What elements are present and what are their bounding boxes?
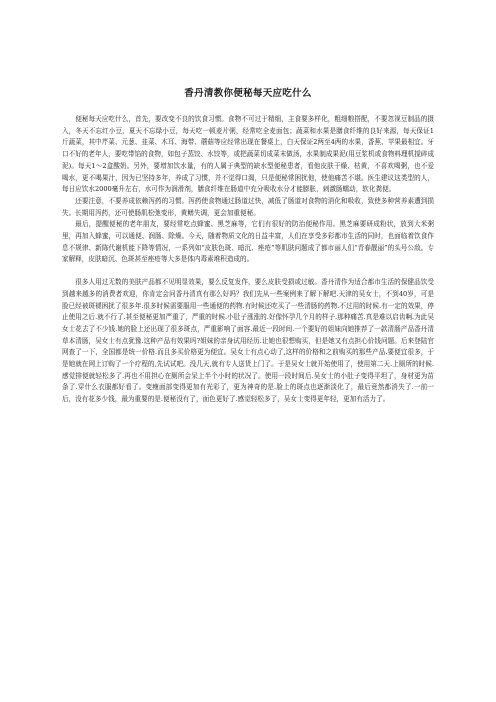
paragraph-laxative-warning: 还要注意，不要养成依赖泻药的习惯。泻药使食物通过肠道过快，减低了肠道对食物的消化和吸收，致使多种营养素遭到损失。长期用泻药，还可使肠肌松弛变形，黄鳝失调，更会加重便秘。	[62, 196, 434, 217]
document-title: 香丹清教你便秘每天应吃什么	[184, 88, 312, 99]
paragraph-honey-sesame: 最后，提醒便秘的老年朋友，要经常吃点蜂蜜、黑芝麻等，它们有很好的防治便秘作用。黑芝麻要研成粉状，放到大米粥里，再加入蜂蜜，可以通便、润肠、除燥。今天，随着物质文化的日益丰富，人们在享受多彩都市生活的同时，也面临着饮食作息不规律、新陈代谢机能下降等情况，一系列如“皮肤色斑、暗沉、痤疮”等肌肤问题成了都市丽人们“青春靓丽”的头号公敌。专家解释，皮肤暗沉、色斑甚至痤疮等大多是体内毒素堆积造成的。	[62, 220, 434, 264]
paragraph-diet-habits: 便秘每天应吃什么，首先，要改变不良的饮食习惯。食物不可过于精细，主食要多样化，粗细粮搭配，不要忽视豆制品的摄入，冬天不忘红小豆，夏天不忘绿小豆，每天吃一顿麦片粥，经常吃全麦面包；蔬菜和水果是膳食纤维的良好来源，每天保证1斤蔬菜，其中芹菜、元葱、韭菜、木耳、海带、蘑菇等应经常出现在餐桌上，白天保证2两至4两的水果，香蕉、苹果最相宜。牙口不好的老年人，要吃带馅的食物，如包子蒸饺、水饺等，或把蔬菜切成菜末做汤，水果制成果泥(用豆浆机或食物料理机搅碎成泥)。每天1～2盒酸奶。另外，要增加饮水量，有的人属于典型的缺水型便秘患者，看他皮肤干燥、枯黄，不喜欢喝粥，也不爱喝水，更不喝果汁，因为已坚持多年，养成了习惯，并不觉得口渴，只是便秘常困扰他，使他痛苦不堪。医生建议这类型的人，每日应饮水2000毫升左右，水可作为润滑剂，膳食纤维在肠道中充分吸收水分才能膨胀，刺激肠蠕动，软化粪便。	[62, 115, 434, 194]
paragraph-customer-case: 很多人用过无数的美肤产品都不见明显效果，要么反复发作，要么皮肤受损或过敏。香丹清作为适合都市生活的保健品饮受到越来越多的消费者欢迎，你肯定会问香丹清真有那么好吗？我们先从一些案例来了解下解吧.天津的吴女士，不到40岁，可是脸已经被斑褪困扰了很多年.很多时候需要服用一些通便的药物.有时候还吃买了一些清肠的药物.不过用的时候.有一定的效果，停止使用之后.就不行了.甚至便秘更加严重了，严重的时候.小肚子涨涨的.好像怀孕几个月的样子.那种痛苦.真是难以启齿啊.为此吴女士花去了不少钱.她的脸上还出现了很多斑点，严重影响了面容.最近一段时间.一个要好的姐妹向她推荐了一款清肠产品香丹清草本清肠，吴女士有点犹豫.这种产品有效果吗?姐妹的亲身试用经历.让她也很想购买，但是她又有点担心价钱问题。后来登陆官网查了一下，全国都是统一价格.而且多买价格更为便宜。吴女士有点心动了,这样的价格和之前购买的那些产品.要便宜很多，于是她就在网上订购了一个疗程的,先试试吧。没几天,就有专人送货上门了。于是吴女士就开始使用了，使用第二天.上厕所的时候.感觉排便就轻松多了.再也不用担心在厕所会呆上半个小时的状况了。使用一段时间后.吴女士的小肚子变得平坦了，身材更为苗条了.穿什么衣服都好看了。变瘦面部变得更加有光彩了，更为神奇的是.脸上的斑点也逐渐淡化了，最后竟然都消失了.一前一后，没有花多少钱，最为重要的是.便秘没有了，面色更好了.感觉轻松多了，吴女士变得更年轻，更加有活力了。	[62, 278, 434, 404]
paragraph-gap	[62, 266, 434, 277]
